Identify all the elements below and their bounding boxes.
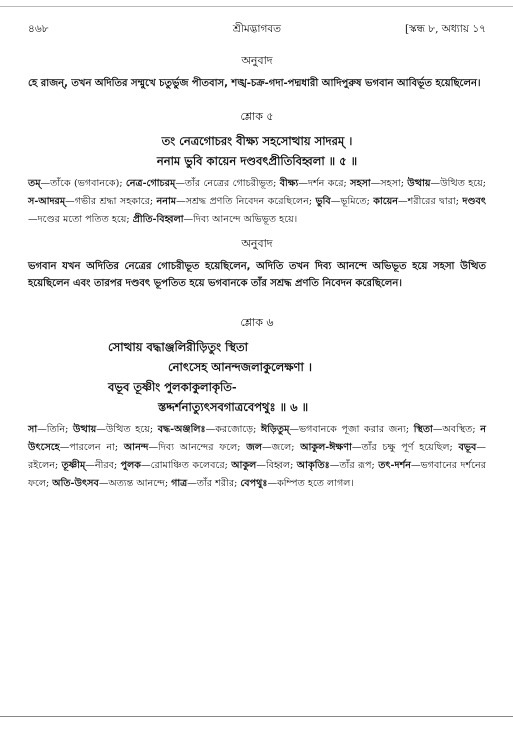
verse-6-line-1: সোত্থায় বদ্ধাঞ্জলিরীড়িতুং স্থিতা — [108, 340, 248, 354]
synonym-term: আকুল — [231, 460, 257, 471]
verse-6-line-3: বভূব তূষ্ণীং পুলকাকুলাকৃতি- — [108, 380, 237, 394]
synonym-term: আকুল-ঈক্ষণা — [300, 442, 352, 453]
synonym-term: স-আদরম্‌ — [28, 196, 66, 207]
verse-6-line-4: স্তদ্দর্শনাত্যুৎসবগাত্রবেপথুঃ ॥ ৬ ॥ — [158, 400, 309, 414]
translation-heading-2: অনুবাদ — [241, 237, 273, 250]
synonym-meaning: —তাঁর শরীর; — [187, 478, 241, 489]
synonym-meaning: —কম্পিত হতে লাগল। — [267, 478, 354, 489]
synonym-term: নেত্র-গোচরম্‌ — [125, 178, 176, 189]
synonym-meaning: —সশ্রদ্ধ প্রণতি নিবেদন করেছিলেন; — [176, 196, 316, 207]
synonym-term: দণ্ডবৎ — [462, 196, 487, 207]
synonym-meaning: —দিব্য আনন্দে অভিভূত হয়ে। — [183, 214, 298, 225]
synonym-meaning: —জলে; — [262, 442, 301, 453]
synonym-term: সহসা — [350, 178, 371, 189]
synonym-meaning: —অবস্থিত; — [432, 424, 481, 435]
synonym-meaning: —তিনি; — [37, 424, 74, 435]
translation-heading-1: অনুবাদ — [241, 54, 273, 67]
synonym-meaning: —রোমাঞ্চিত কলেবরে; — [141, 460, 232, 471]
synonym-term: আনন্দ — [123, 442, 149, 453]
synonym-term: বীক্ষ্য — [279, 178, 299, 189]
synonym-term: উত্থায় — [407, 178, 431, 189]
verse-5-line-1: তং নেত্রগোচরং বীক্ষ্য সহসোত্থায় সাদরম্‌ । — [161, 134, 353, 148]
top-rule — [0, 6, 513, 7]
book-title: শ্রীমদ্ভাগবত — [232, 23, 282, 35]
synonym-meaning: —সহসা; — [370, 178, 408, 189]
synonym-term: ভুবি — [315, 196, 331, 207]
translation-text-1: হে রাজন্‌, তখন অদিতির সম্মুখে চতুর্ভুজ পীতবাস, শঙ্খ-চক্র-গদা-পদ্মধারী আদিপুরুষ ভগবান আবির্ভূত হয়েছিলেন। — [28, 78, 481, 89]
synonym-meaning: —রইলেন; — [28, 442, 486, 471]
synonym-meaning: —তাঁকে (ভগবানকে); — [40, 178, 126, 189]
verse-6-heading: শ্লোক ৬ — [240, 316, 274, 329]
synonym-meaning: —ভগবানের দর্শনের ফলে; — [28, 460, 487, 489]
synonym-meaning: —বিহ্বল; — [256, 460, 297, 471]
translation-text-2: ভগবান যখন অদিতির নেত্রের গোচরীভূত হয়েছিলেন, অদিতি তখন দিব্য আনন্দে অভিভূত হয়ে সহসা উত্থিত হয়েছিলেন এবং তারপর দণ্ডবৎ ভূপতিত হয়ে ভগবানকে তাঁর সশ্রদ্ধ প্রণতি নিবেদন করেছিলেন। — [28, 261, 486, 289]
synonym-term: আকৃতিঃ — [296, 460, 330, 471]
synonym-meaning: —উত্থিত হয়ে; — [430, 178, 487, 189]
synonym-term: স্থিতা — [413, 424, 433, 435]
synonym-meaning: —গভীর শ্রদ্ধা সহকারে; — [65, 196, 157, 207]
page-number: ৪৬৮ — [28, 23, 49, 35]
synonym-meaning: —ভূমিতে; — [330, 196, 374, 207]
synonyms-verse-6 — [28, 421, 486, 493]
synonym-term: পুলক — [120, 460, 142, 471]
synonym-term: সা — [28, 424, 38, 435]
synonym-term: ননাম — [156, 196, 177, 207]
verse-6-line-2: নোৎসেহ আনন্দজলাকুলেক্ষণা । — [168, 360, 312, 374]
running-header — [28, 22, 486, 46]
synonym-meaning: —দণ্ডের মতো পতিত হয়ে; — [28, 214, 133, 225]
synonym-term: বদ্ধ-অঞ্জলিঃ — [157, 424, 206, 435]
synonym-term: বেপথুঃ — [240, 478, 268, 489]
synonym-meaning: —শরীরের দ্বারা; — [398, 196, 463, 207]
synonym-term: ঈড়িতুম্‌ — [261, 424, 290, 435]
synonym-meaning: —করজোড়ে; — [205, 424, 262, 435]
synonym-meaning: —তাঁর চক্ষু পূর্ণ হয়েছিল; — [351, 442, 459, 453]
verse-5-heading: শ্লোক ৫ — [240, 110, 274, 123]
synonym-meaning: —উত্থিত হয়ে; — [96, 424, 158, 435]
synonym-term: তৎ-দর্শন — [378, 460, 411, 471]
verse-5-line-2: ননাম ভুবি কায়েন দণ্ডবৎপ্রীতিবিহ্বলা ॥ ৫ ॥ — [156, 154, 358, 168]
synonym-term: উত্থায় — [73, 424, 97, 435]
synonym-meaning: —দিব্য আনন্দের ফলে; — [148, 442, 247, 453]
synonym-term: ন উৎসেহে — [28, 424, 486, 453]
synonym-term: প্রীতি-বিহ্বলা — [132, 214, 184, 225]
synonym-meaning: —অত্যন্ত আনন্দে; — [98, 478, 172, 489]
bottom-rule — [0, 716, 513, 717]
synonym-term: তম্‌ — [28, 178, 41, 189]
synonym-meaning: —তাঁর নেত্রের গোচরীভূত; — [175, 178, 280, 189]
synonym-meaning: —দর্শন করে; — [298, 178, 351, 189]
synonym-meaning: —ভগবানকে পূজা করার জন্য; — [289, 424, 414, 435]
synonym-term: তূষ্ণীম্‌ — [61, 460, 86, 471]
synonym-term: জল — [246, 442, 263, 453]
page-content — [28, 22, 486, 493]
synonym-meaning: —পারলেন না; — [59, 442, 124, 453]
synonym-term: কায়েন — [373, 196, 399, 207]
synonym-meaning: —নীরব; — [85, 460, 121, 471]
synonym-term: বভূব — [458, 442, 477, 453]
synonyms-verse-5 — [28, 175, 486, 229]
synonym-term: অতি-উৎসব — [52, 478, 99, 489]
synonym-meaning: —তাঁর রূপ; — [329, 460, 379, 471]
chapter-reference: [স্কন্ধ ৮, অধ্যায় ১৭ — [404, 23, 486, 35]
synonym-term: গাত্র — [171, 478, 188, 489]
